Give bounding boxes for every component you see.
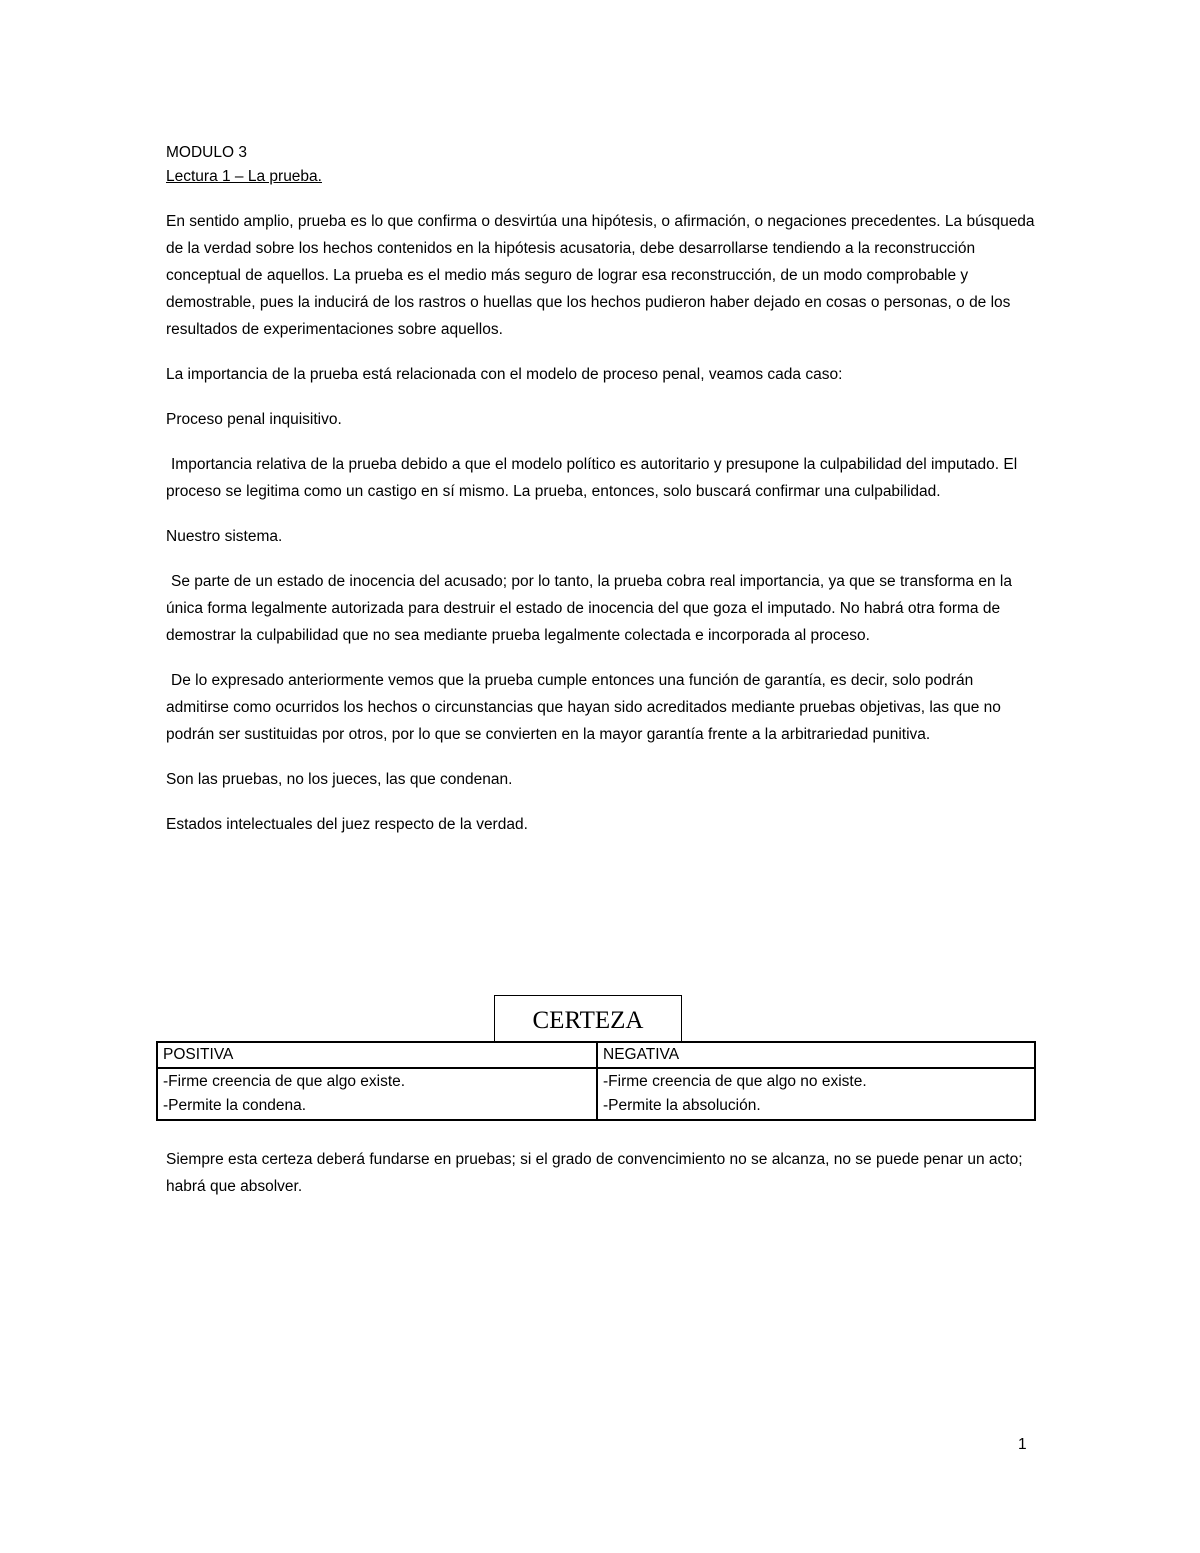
table-header-row — [157, 1042, 1035, 1068]
lecture-title: Lectura 1 – La prueba. — [166, 168, 322, 185]
document-body — [166, 141, 1036, 856]
cell-line: -Firme creencia de que algo no existe. — [603, 1073, 867, 1090]
header-negativa: NEGATIVA — [597, 1042, 1035, 1068]
cell-line: -Permite la absolución. — [603, 1097, 761, 1114]
heading-our-system: Nuestro sistema. — [166, 528, 283, 545]
module-title: MODULO 3 — [166, 144, 247, 161]
heading-inquisitive-process: Proceso penal inquisitivo. — [166, 411, 342, 428]
cell-line: -Firme creencia de que algo existe. — [163, 1073, 406, 1090]
paragraph-definition: En sentido amplio, prueba es lo que confirma o desvirtúa una hipótesis, o afirmación, o negaciones precedentes. La búsqueda de la verdad sobre los hechos contenidos en la hipótesis acusatoria, debe desarrollarse tendiendo a la reconstrucción conceptual de aquellos. La prueba es el medio más seguro de lograr esa reconstrucción, de un modo comprobable y demostrable, pues la inducirá de los rastros o huellas que los hechos pudieron haber dejado en cosas o personas, o de los resultados de experimentaciones sobre aquellos. — [166, 213, 1035, 338]
certeza-table — [156, 1041, 1036, 1121]
paragraph-inquisitive: Importancia relativa de la prueba debido a que el modelo político es autoritario y presupone la culpabilidad del imputado. El proceso se legitima como un castigo en sí mismo. La prueba, entonces, solo buscará confirmar una culpabilidad. — [166, 456, 1018, 500]
table-row — [157, 1068, 1035, 1120]
paragraph-guarantee: De lo expresado anteriormente vemos que la prueba cumple entonces una función de garantía, es decir, solo podrán admitirse como ocurridos los hechos o circunstancias que hayan sido acreditados mediante pruebas objetivas, las que no podrán ser sustituidas por otros, por lo que se convierten en la mayor garantía frente a la arbitrariedad punitiva. — [166, 672, 1001, 743]
table-title-certeza: CERTEZA — [494, 995, 682, 1041]
paragraph-importance: La importancia de la prueba está relacionada con el modelo de proceso penal, veamos cada caso: — [166, 366, 843, 383]
paragraph-evidence-condemns: Son las pruebas, no los jueces, las que condenan. — [166, 771, 513, 788]
paragraph-our-system: Se parte de un estado de inocencia del acusado; por lo tanto, la prueba cobra real importancia, ya que se transforma en la única forma legalmente autorizada para destruir el estado de inocencia del que goza el imputado. No habrá otra forma de demostrar la culpabilidad que no sea mediante prueba legalmente colectada e incorporada al proceso. — [166, 573, 1012, 644]
cell-line: -Permite la condena. — [163, 1097, 307, 1114]
cell-positiva — [157, 1068, 597, 1120]
cell-negativa — [597, 1068, 1035, 1120]
heading-intellectual-states: Estados intelectuales del juez respecto de la verdad. — [166, 816, 528, 833]
paragraph-closing: Siempre esta certeza deberá fundarse en pruebas; si el grado de convencimiento no se alcanza, no se puede penar un acto; habrá que absolver. — [166, 1151, 1023, 1195]
header-positiva: POSITIVA — [157, 1042, 597, 1068]
page-number: 1 — [1018, 1436, 1027, 1453]
